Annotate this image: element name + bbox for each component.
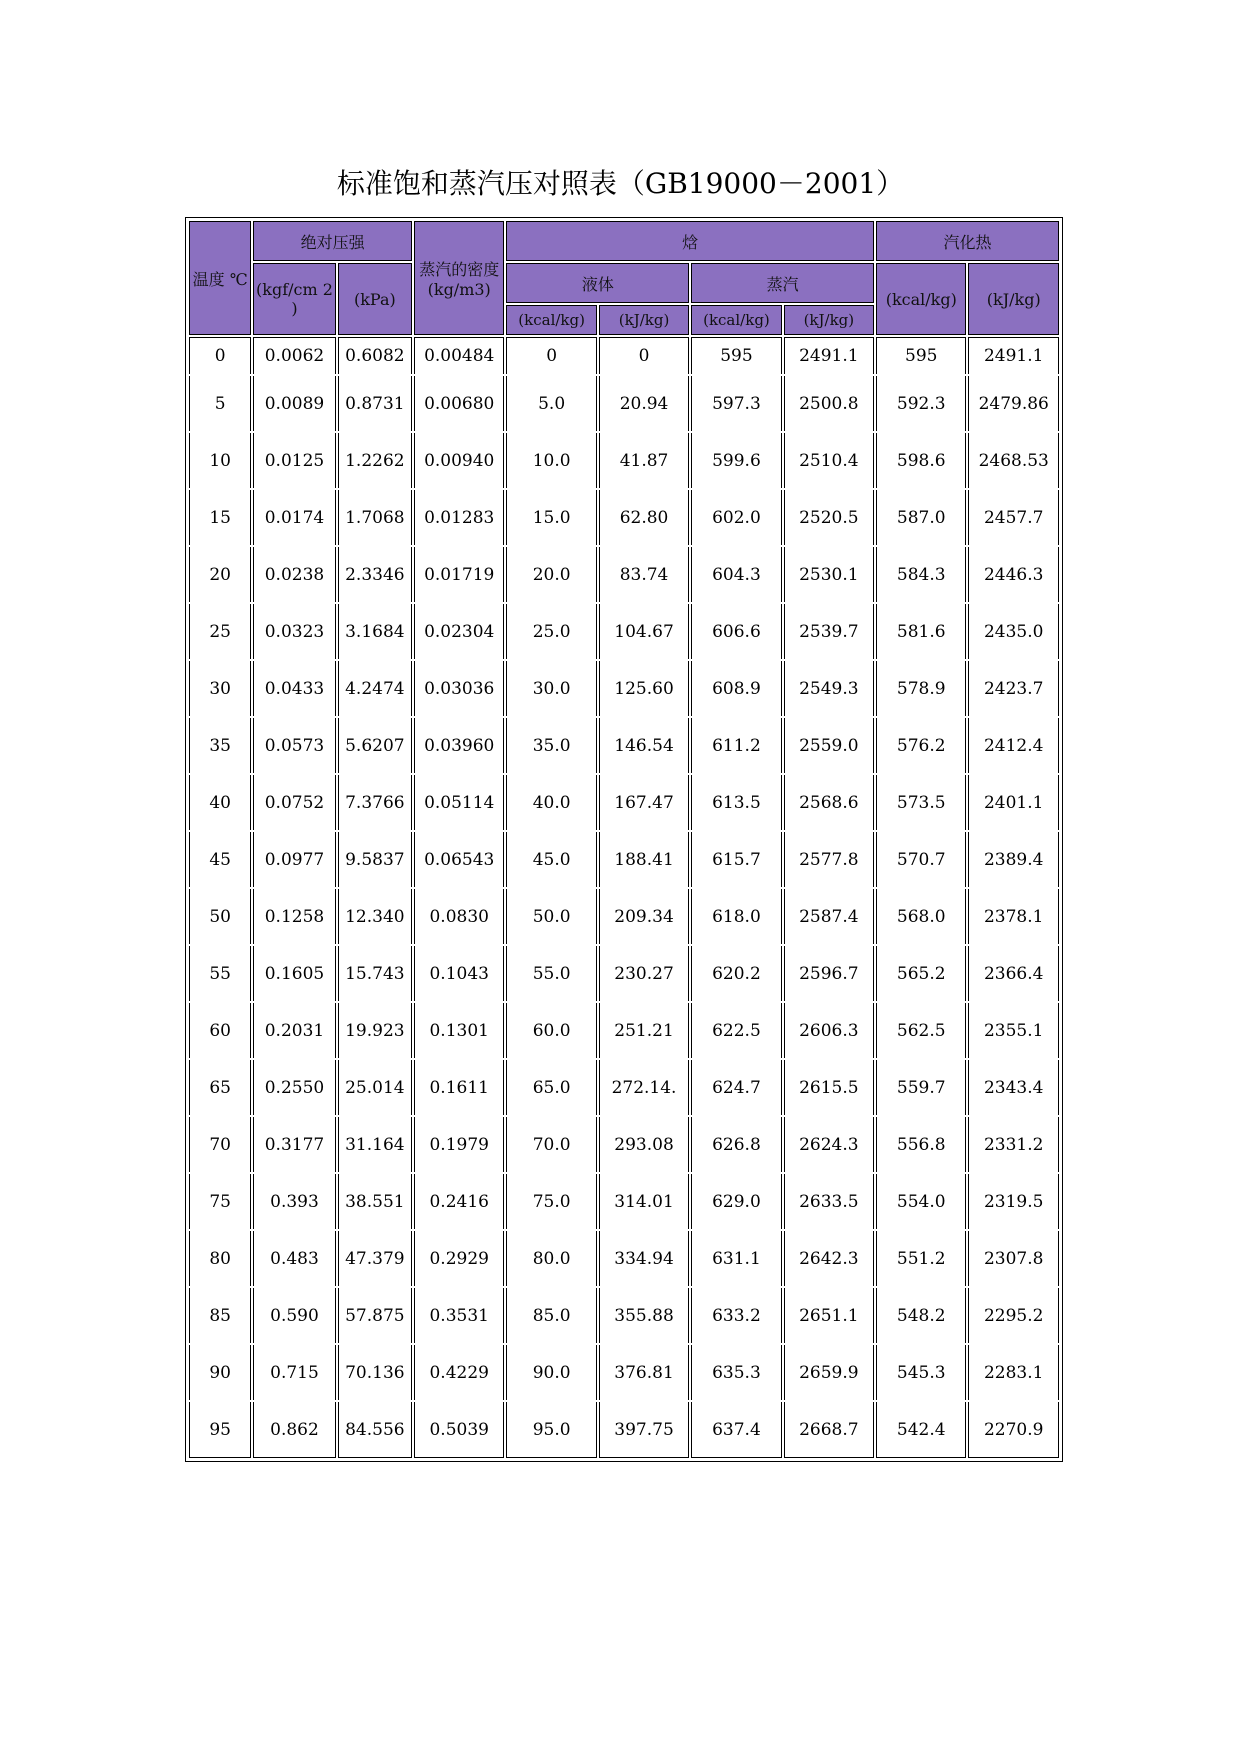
cell-liquid-kcal: 45.0 bbox=[506, 832, 596, 887]
cell-liquid-kcal: 95.0 bbox=[506, 1402, 596, 1458]
header-kpa-unit: (kPa) bbox=[338, 263, 412, 335]
steam-pressure-table bbox=[187, 219, 1061, 1460]
cell-kgf: 0.0573 bbox=[253, 718, 335, 773]
cell-kpa: 2.3346 bbox=[338, 547, 412, 602]
cell-liquid-kj: 104.67 bbox=[599, 604, 689, 659]
cell-liquid-kj: 251.21 bbox=[599, 1003, 689, 1058]
cell-liquid-kcal: 20.0 bbox=[506, 547, 596, 602]
cell-kgf: 0.715 bbox=[253, 1345, 335, 1400]
cell-liquid-kcal: 90.0 bbox=[506, 1345, 596, 1400]
cell-latent-kcal: 598.6 bbox=[876, 433, 966, 488]
cell-vapor-kcal: 633.2 bbox=[691, 1288, 781, 1343]
cell-vapor-kcal: 631.1 bbox=[691, 1231, 781, 1286]
cell-liquid-kcal: 35.0 bbox=[506, 718, 596, 773]
cell-temp: 35 bbox=[189, 718, 251, 773]
header-latent-kj: (kJ/kg) bbox=[968, 263, 1059, 335]
cell-liquid-kcal: 70.0 bbox=[506, 1117, 596, 1172]
cell-temp: 90 bbox=[189, 1345, 251, 1400]
cell-liquid-kcal: 5.0 bbox=[506, 376, 596, 431]
table-row bbox=[189, 1288, 1059, 1343]
cell-kpa: 0.6082 bbox=[338, 337, 412, 374]
cell-density: 0.00940 bbox=[414, 433, 504, 488]
cell-liquid-kj: 272.14. bbox=[599, 1060, 689, 1115]
cell-kgf: 0.3177 bbox=[253, 1117, 335, 1172]
cell-density: 0.0830 bbox=[414, 889, 504, 944]
cell-kgf: 0.1258 bbox=[253, 889, 335, 944]
cell-density: 0.06543 bbox=[414, 832, 504, 887]
cell-vapor-kj: 2500.8 bbox=[784, 376, 874, 431]
cell-liquid-kcal: 85.0 bbox=[506, 1288, 596, 1343]
cell-kgf: 0.0977 bbox=[253, 832, 335, 887]
cell-density: 0.2416 bbox=[414, 1174, 504, 1229]
cell-kpa: 31.164 bbox=[338, 1117, 412, 1172]
cell-vapor-kj: 2606.3 bbox=[784, 1003, 874, 1058]
cell-vapor-kcal: 602.0 bbox=[691, 490, 781, 545]
cell-vapor-kj: 2642.3 bbox=[784, 1231, 874, 1286]
cell-kpa: 12.340 bbox=[338, 889, 412, 944]
cell-latent-kcal: 562.5 bbox=[876, 1003, 966, 1058]
cell-kpa: 5.6207 bbox=[338, 718, 412, 773]
cell-latent-kcal: 556.8 bbox=[876, 1117, 966, 1172]
table-row bbox=[189, 433, 1059, 488]
cell-vapor-kcal: 595 bbox=[691, 337, 781, 374]
cell-liquid-kcal: 60.0 bbox=[506, 1003, 596, 1058]
cell-liquid-kj: 188.41 bbox=[599, 832, 689, 887]
cell-latent-kj: 2468.53 bbox=[968, 433, 1059, 488]
cell-latent-kj: 2295.2 bbox=[968, 1288, 1059, 1343]
cell-kgf: 0.1605 bbox=[253, 946, 335, 1001]
cell-kpa: 38.551 bbox=[338, 1174, 412, 1229]
cell-density: 0.1301 bbox=[414, 1003, 504, 1058]
cell-kgf: 0.590 bbox=[253, 1288, 335, 1343]
cell-temp: 65 bbox=[189, 1060, 251, 1115]
cell-density: 0.1979 bbox=[414, 1117, 504, 1172]
cell-kgf: 0.483 bbox=[253, 1231, 335, 1286]
cell-liquid-kcal: 25.0 bbox=[506, 604, 596, 659]
cell-latent-kj: 2446.3 bbox=[968, 547, 1059, 602]
header-abs-pressure: 绝对压强 bbox=[253, 221, 412, 261]
cell-density: 0.03036 bbox=[414, 661, 504, 716]
cell-latent-kj: 2401.1 bbox=[968, 775, 1059, 830]
header-kgf-unit: (kgf/cm 2 ) bbox=[253, 263, 335, 335]
cell-vapor-kj: 2510.4 bbox=[784, 433, 874, 488]
cell-kgf: 0.0062 bbox=[253, 337, 335, 374]
table-row bbox=[189, 775, 1059, 830]
cell-vapor-kj: 2577.8 bbox=[784, 832, 874, 887]
cell-kpa: 57.875 bbox=[338, 1288, 412, 1343]
cell-kpa: 84.556 bbox=[338, 1402, 412, 1458]
cell-density: 0.02304 bbox=[414, 604, 504, 659]
cell-latent-kcal: 551.2 bbox=[876, 1231, 966, 1286]
cell-density: 0.00484 bbox=[414, 337, 504, 374]
cell-latent-kj: 2491.1 bbox=[968, 337, 1059, 374]
cell-kpa: 25.014 bbox=[338, 1060, 412, 1115]
cell-latent-kcal: 565.2 bbox=[876, 946, 966, 1001]
cell-latent-kj: 2366.4 bbox=[968, 946, 1059, 1001]
cell-latent-kj: 2283.1 bbox=[968, 1345, 1059, 1400]
cell-latent-kcal: 592.3 bbox=[876, 376, 966, 431]
cell-kpa: 7.3766 bbox=[338, 775, 412, 830]
cell-temp: 50 bbox=[189, 889, 251, 944]
cell-vapor-kj: 2539.7 bbox=[784, 604, 874, 659]
cell-temp: 40 bbox=[189, 775, 251, 830]
cell-temp: 20 bbox=[189, 547, 251, 602]
cell-kpa: 47.379 bbox=[338, 1231, 412, 1286]
cell-liquid-kcal: 55.0 bbox=[506, 946, 596, 1001]
cell-vapor-kcal: 606.6 bbox=[691, 604, 781, 659]
page-title: 标准饱和蒸汽压对照表（GB19000－2001） bbox=[336, 167, 905, 200]
cell-temp: 15 bbox=[189, 490, 251, 545]
cell-temp: 10 bbox=[189, 433, 251, 488]
cell-vapor-kcal: 608.9 bbox=[691, 661, 781, 716]
cell-kgf: 0.0752 bbox=[253, 775, 335, 830]
cell-vapor-kcal: 622.5 bbox=[691, 1003, 781, 1058]
cell-kpa: 9.5837 bbox=[338, 832, 412, 887]
cell-vapor-kcal: 597.3 bbox=[691, 376, 781, 431]
cell-vapor-kcal: 637.4 bbox=[691, 1402, 781, 1458]
cell-temp: 45 bbox=[189, 832, 251, 887]
table-row bbox=[189, 1003, 1059, 1058]
cell-latent-kcal: 545.3 bbox=[876, 1345, 966, 1400]
cell-vapor-kcal: 624.7 bbox=[691, 1060, 781, 1115]
cell-density: 0.1611 bbox=[414, 1060, 504, 1115]
cell-vapor-kcal: 618.0 bbox=[691, 889, 781, 944]
table-row bbox=[189, 1117, 1059, 1172]
header-enthalpy: 焓 bbox=[506, 221, 874, 261]
cell-latent-kj: 2270.9 bbox=[968, 1402, 1059, 1458]
cell-liquid-kcal: 40.0 bbox=[506, 775, 596, 830]
header-liquid-kcal: (kcal/kg) bbox=[506, 305, 596, 335]
cell-liquid-kj: 83.74 bbox=[599, 547, 689, 602]
cell-density: 0.00680 bbox=[414, 376, 504, 431]
cell-latent-kcal: 573.5 bbox=[876, 775, 966, 830]
cell-liquid-kj: 0 bbox=[599, 337, 689, 374]
cell-kgf: 0.0125 bbox=[253, 433, 335, 488]
cell-latent-kj: 2435.0 bbox=[968, 604, 1059, 659]
cell-density: 0.01719 bbox=[414, 547, 504, 602]
cell-latent-kcal: 568.0 bbox=[876, 889, 966, 944]
cell-kgf: 0.0433 bbox=[253, 661, 335, 716]
cell-liquid-kj: 20.94 bbox=[599, 376, 689, 431]
cell-kgf: 0.2550 bbox=[253, 1060, 335, 1115]
cell-vapor-kj: 2530.1 bbox=[784, 547, 874, 602]
table-row bbox=[189, 1345, 1059, 1400]
cell-vapor-kj: 2559.0 bbox=[784, 718, 874, 773]
cell-liquid-kj: 376.81 bbox=[599, 1345, 689, 1400]
cell-latent-kcal: 576.2 bbox=[876, 718, 966, 773]
cell-vapor-kcal: 611.2 bbox=[691, 718, 781, 773]
cell-latent-kcal: 581.6 bbox=[876, 604, 966, 659]
cell-vapor-kj: 2633.5 bbox=[784, 1174, 874, 1229]
cell-temp: 95 bbox=[189, 1402, 251, 1458]
cell-density: 0.1043 bbox=[414, 946, 504, 1001]
cell-liquid-kj: 334.94 bbox=[599, 1231, 689, 1286]
table-row bbox=[189, 1231, 1059, 1286]
cell-liquid-kcal: 50.0 bbox=[506, 889, 596, 944]
cell-vapor-kcal: 613.5 bbox=[691, 775, 781, 830]
cell-vapor-kj: 2651.1 bbox=[784, 1288, 874, 1343]
header-latent-kcal: (kcal/kg) bbox=[876, 263, 966, 335]
cell-temp: 80 bbox=[189, 1231, 251, 1286]
cell-vapor-kj: 2668.7 bbox=[784, 1402, 874, 1458]
cell-kpa: 0.8731 bbox=[338, 376, 412, 431]
cell-density: 0.01283 bbox=[414, 490, 504, 545]
cell-vapor-kj: 2659.9 bbox=[784, 1345, 874, 1400]
cell-kgf: 0.862 bbox=[253, 1402, 335, 1458]
cell-latent-kj: 2423.7 bbox=[968, 661, 1059, 716]
cell-liquid-kj: 41.87 bbox=[599, 433, 689, 488]
table-row bbox=[189, 1402, 1059, 1458]
cell-latent-kcal: 578.9 bbox=[876, 661, 966, 716]
cell-liquid-kcal: 0 bbox=[506, 337, 596, 374]
cell-temp: 30 bbox=[189, 661, 251, 716]
cell-vapor-kj: 2596.7 bbox=[784, 946, 874, 1001]
header-vapor: 蒸汽 bbox=[691, 263, 874, 303]
cell-kpa: 3.1684 bbox=[338, 604, 412, 659]
cell-latent-kcal: 570.7 bbox=[876, 832, 966, 887]
cell-vapor-kcal: 629.0 bbox=[691, 1174, 781, 1229]
cell-latent-kj: 2343.4 bbox=[968, 1060, 1059, 1115]
cell-temp: 25 bbox=[189, 604, 251, 659]
cell-temp: 0 bbox=[189, 337, 251, 374]
table-row bbox=[189, 1060, 1059, 1115]
cell-kpa: 70.136 bbox=[338, 1345, 412, 1400]
cell-liquid-kj: 125.60 bbox=[599, 661, 689, 716]
cell-vapor-kcal: 626.8 bbox=[691, 1117, 781, 1172]
cell-latent-kj: 2457.7 bbox=[968, 490, 1059, 545]
cell-kpa: 1.2262 bbox=[338, 433, 412, 488]
header-vapor-kj: (kJ/kg) bbox=[784, 305, 874, 335]
cell-kgf: 0.0089 bbox=[253, 376, 335, 431]
cell-latent-kj: 2307.8 bbox=[968, 1231, 1059, 1286]
cell-latent-kj: 2389.4 bbox=[968, 832, 1059, 887]
table-row bbox=[189, 661, 1059, 716]
cell-vapor-kj: 2491.1 bbox=[784, 337, 874, 374]
cell-liquid-kcal: 30.0 bbox=[506, 661, 596, 716]
cell-latent-kj: 2355.1 bbox=[968, 1003, 1059, 1058]
cell-liquid-kj: 355.88 bbox=[599, 1288, 689, 1343]
table-row bbox=[189, 889, 1059, 944]
cell-kpa: 15.743 bbox=[338, 946, 412, 1001]
cell-density: 0.05114 bbox=[414, 775, 504, 830]
cell-vapor-kcal: 615.7 bbox=[691, 832, 781, 887]
cell-latent-kcal: 554.0 bbox=[876, 1174, 966, 1229]
cell-latent-kcal: 548.2 bbox=[876, 1288, 966, 1343]
cell-liquid-kcal: 80.0 bbox=[506, 1231, 596, 1286]
cell-liquid-kj: 293.08 bbox=[599, 1117, 689, 1172]
cell-kgf: 0.0174 bbox=[253, 490, 335, 545]
cell-temp: 60 bbox=[189, 1003, 251, 1058]
table-body bbox=[189, 337, 1059, 1458]
cell-latent-kcal: 559.7 bbox=[876, 1060, 966, 1115]
cell-density: 0.4229 bbox=[414, 1345, 504, 1400]
cell-density: 0.03960 bbox=[414, 718, 504, 773]
cell-vapor-kj: 2549.3 bbox=[784, 661, 874, 716]
cell-liquid-kcal: 75.0 bbox=[506, 1174, 596, 1229]
cell-vapor-kj: 2568.6 bbox=[784, 775, 874, 830]
cell-latent-kcal: 542.4 bbox=[876, 1402, 966, 1458]
header-temp: 温度 ℃ bbox=[189, 221, 251, 335]
cell-temp: 85 bbox=[189, 1288, 251, 1343]
cell-liquid-kj: 167.47 bbox=[599, 775, 689, 830]
table-row bbox=[189, 376, 1059, 431]
header-liquid: 液体 bbox=[506, 263, 689, 303]
cell-latent-kj: 2319.5 bbox=[968, 1174, 1059, 1229]
table-row bbox=[189, 1174, 1059, 1229]
cell-vapor-kcal: 599.6 bbox=[691, 433, 781, 488]
cell-latent-kj: 2412.4 bbox=[968, 718, 1059, 773]
cell-density: 0.5039 bbox=[414, 1402, 504, 1458]
cell-kgf: 0.0323 bbox=[253, 604, 335, 659]
cell-vapor-kj: 2520.5 bbox=[784, 490, 874, 545]
table-row bbox=[189, 490, 1059, 545]
cell-density: 0.3531 bbox=[414, 1288, 504, 1343]
cell-liquid-kj: 230.27 bbox=[599, 946, 689, 1001]
cell-temp: 75 bbox=[189, 1174, 251, 1229]
header-liquid-kj: (kJ/kg) bbox=[599, 305, 689, 335]
cell-kpa: 1.7068 bbox=[338, 490, 412, 545]
cell-temp: 55 bbox=[189, 946, 251, 1001]
cell-latent-kj: 2331.2 bbox=[968, 1117, 1059, 1172]
cell-kgf: 0.2031 bbox=[253, 1003, 335, 1058]
header-vapor-kcal: (kcal/kg) bbox=[691, 305, 781, 335]
cell-kgf: 0.0238 bbox=[253, 547, 335, 602]
cell-liquid-kj: 397.75 bbox=[599, 1402, 689, 1458]
header-density: 蒸汽的密度(kg/m3) bbox=[414, 221, 504, 335]
steam-table-frame bbox=[185, 217, 1063, 1462]
cell-latent-kcal: 595 bbox=[876, 337, 966, 374]
cell-kpa: 4.2474 bbox=[338, 661, 412, 716]
cell-kpa: 19.923 bbox=[338, 1003, 412, 1058]
cell-liquid-kj: 314.01 bbox=[599, 1174, 689, 1229]
cell-temp: 70 bbox=[189, 1117, 251, 1172]
table-row bbox=[189, 604, 1059, 659]
cell-latent-kj: 2479.86 bbox=[968, 376, 1059, 431]
header-latent-heat: 汽化热 bbox=[876, 221, 1059, 261]
cell-vapor-kj: 2615.5 bbox=[784, 1060, 874, 1115]
cell-vapor-kj: 2587.4 bbox=[784, 889, 874, 944]
cell-temp: 5 bbox=[189, 376, 251, 431]
cell-latent-kj: 2378.1 bbox=[968, 889, 1059, 944]
table-row bbox=[189, 832, 1059, 887]
cell-liquid-kcal: 65.0 bbox=[506, 1060, 596, 1115]
table-row bbox=[189, 337, 1059, 374]
cell-vapor-kcal: 620.2 bbox=[691, 946, 781, 1001]
cell-vapor-kcal: 635.3 bbox=[691, 1345, 781, 1400]
table-row bbox=[189, 718, 1059, 773]
cell-latent-kcal: 587.0 bbox=[876, 490, 966, 545]
cell-latent-kcal: 584.3 bbox=[876, 547, 966, 602]
cell-liquid-kj: 62.80 bbox=[599, 490, 689, 545]
cell-liquid-kcal: 15.0 bbox=[506, 490, 596, 545]
cell-vapor-kcal: 604.3 bbox=[691, 547, 781, 602]
cell-liquid-kj: 209.34 bbox=[599, 889, 689, 944]
cell-density: 0.2929 bbox=[414, 1231, 504, 1286]
cell-kgf: 0.393 bbox=[253, 1174, 335, 1229]
table-row bbox=[189, 547, 1059, 602]
cell-liquid-kcal: 10.0 bbox=[506, 433, 596, 488]
table-row bbox=[189, 946, 1059, 1001]
cell-liquid-kj: 146.54 bbox=[599, 718, 689, 773]
cell-vapor-kj: 2624.3 bbox=[784, 1117, 874, 1172]
